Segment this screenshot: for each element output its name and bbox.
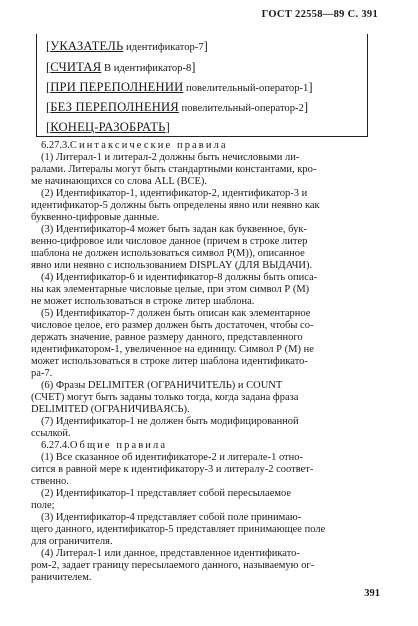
text-line: идентификатор-5 должны быть определены явно или неявно как xyxy=(31,200,320,211)
text-line: (5) Идентификатор-7 должен быть описан как элементарное xyxy=(41,308,311,319)
text-line: числовое целое, его размер должен быть достаточен, чтобы со- xyxy=(31,320,314,331)
text-line: шаблона не должен использоваться символ Р(M)), описанное xyxy=(31,248,305,259)
text-line: ра-7. xyxy=(31,368,53,379)
text-line: буквенно-цифровые данные. xyxy=(31,212,160,223)
text-line: щего данного, идентификатор-5 представляет принимающее поле xyxy=(31,524,326,535)
syntax-clause: [ПРИ ПЕРЕПОЛНЕНИИ повелительный-оператор-1] xyxy=(46,80,313,94)
text-line: (3) Идентификатор-4 может быть задан как буквенное, бук- xyxy=(41,224,307,235)
page-number: 391 xyxy=(364,588,380,599)
syntax-clause: [КОНЕЦ-РАЗОБРАТЬ] xyxy=(46,120,170,134)
text-line: ме начинающихся со слова ALL (ВСЕ). xyxy=(31,176,208,187)
text-line: DELIMITED (ОГРАНИЧИВАЯСЬ). xyxy=(31,404,190,415)
text-line: (4) Идентификатор-6 и идентификатор-8 должны быть описа- xyxy=(41,272,318,283)
syntax-clause: [СЧИТАЯ В идентификатор-8] xyxy=(46,60,196,74)
text-line: (1) Все сказанное об идентификаторе-2 и литерале-1 отно- xyxy=(41,452,304,463)
text-line: (1) Литерал-1 и литерал-2 должны быть нечисловыми ли- xyxy=(41,152,300,163)
text-line: (4) Литерал-1 или данное, представленное идентификато- xyxy=(41,548,300,559)
text-line: ственно. xyxy=(31,476,69,487)
text-line: ралами. Литералы могут быть стандартными константами, кро- xyxy=(31,164,317,175)
text-line: ны как элементарные числовые целые, при этом символ Р (М) xyxy=(31,284,310,295)
text-line: поле; xyxy=(31,500,55,511)
page-header: ГОСТ 22558—89 С. 391 xyxy=(261,9,378,20)
rules-block xyxy=(31,152,380,440)
text-line: ром-2, задает границу пересылаемого данного, называемую ог- xyxy=(31,560,315,571)
text-line: раничителем. xyxy=(31,572,92,583)
text-line: явно или неявно с использованием DISPLAY (ДЛЯ ВЫДАЧИ). xyxy=(31,260,313,271)
text-line: (2) Идентификатор-1 представляет собой пересылаемое xyxy=(41,488,292,499)
text-line: (3) Идентификатор-4 представляет собой поле принимаю- xyxy=(41,512,302,523)
syntax-clause: [УКАЗАТЕЛЬ идентификатор-7] xyxy=(46,39,208,53)
body-text xyxy=(31,140,380,584)
text-line: идентификатором-1, увеличенное на единицу. Символ Р (М) не xyxy=(31,344,314,355)
text-line: для ограничителя. xyxy=(31,536,113,547)
section-heading: 6.27.3.Синтаксические правила xyxy=(41,140,228,151)
text-line: (2) Идентификатор-1, идентификатор-2, идентификатор-3 и xyxy=(41,188,308,199)
text-line: не может использоваться в строке литер шаблона. xyxy=(31,296,255,307)
text-line: (6) Фразы DELIMITER (ОГРАНИЧИТЕЛЬ) и COUNT xyxy=(41,380,283,391)
syntax-clause: [БЕЗ ПЕРЕПОЛНЕНИЯ повелительный-оператор-2] xyxy=(46,100,309,114)
text-line: (7) Идентификатор-1 не должен быть модифицированной xyxy=(41,416,299,427)
text-line: держать значение, равное размеру данного, представленного xyxy=(31,332,303,343)
text-line: может использоваться в строке литер шаблона идентификато- xyxy=(31,356,308,367)
section-heading: 6.27.4.Общие правила xyxy=(41,440,168,451)
rules-block xyxy=(31,452,380,584)
text-line: венно-цифровое или числовое данное (причем в строке литер xyxy=(31,236,308,247)
text-line: (СЧЕТ) могут быть заданы только тогда, когда задана фраза xyxy=(31,392,299,403)
text-line: ссылкой. xyxy=(31,428,71,439)
text-line: сится в равной мере к идентификатору-3 и литералу-2 соответ- xyxy=(31,464,314,475)
